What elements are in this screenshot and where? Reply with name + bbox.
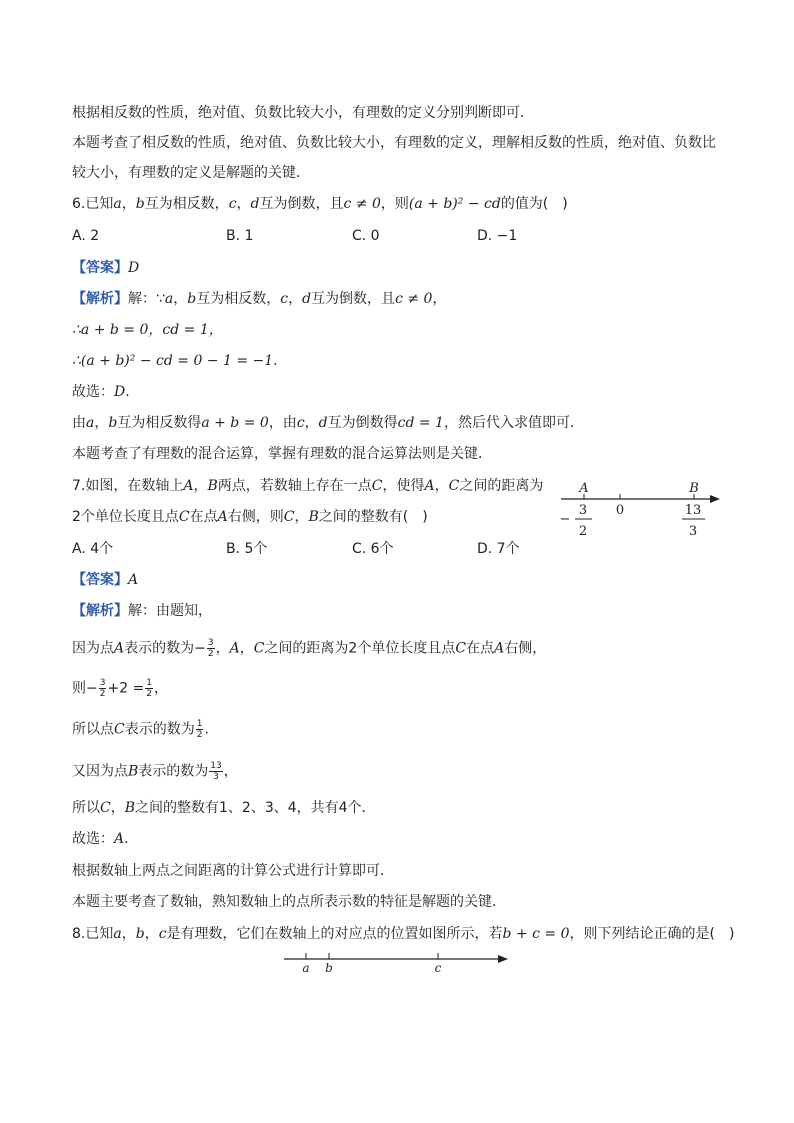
q6-option-a: A. 2 — [72, 228, 100, 244]
label-b-numerator: 13 — [684, 503, 702, 518]
q6-option-d: D. −1 — [477, 228, 518, 244]
q7-analysis-line-6: 所以C，B之间的整数有1、2、3、4，共有4个． — [72, 800, 376, 816]
q7-option-d: D. 7个 — [477, 541, 520, 557]
q7-analysis-line-2: 因为点A表示的数为− $\frac{3}{2}$ ，A，C之间的距离为2个单位长度且点C在点A右侧， — [72, 638, 547, 659]
q5-review-line-2: 较大小，有理数的定义是解题的关键． — [72, 165, 310, 181]
q7-analysis-line-1: 【解析】解：由题知， — [72, 603, 212, 619]
number-line-arrow-icon — [710, 495, 720, 503]
q7-question-line-1: 7.如图，在数轴上A，B两点，若数轴上存在一点C，使得A，C之间的距离为 — [72, 478, 544, 494]
fraction: $\frac{1}{2}$ — [146, 678, 153, 699]
q7-review: 本题主要考查了数轴，熟知数轴上的点所表示数的特征是解题的关键． — [72, 894, 506, 910]
q6-answer: 【答案】D — [72, 260, 140, 276]
q7-analysis-line-4: 所以点C表示的数为 $\frac{1}{2}$ . — [72, 719, 209, 740]
label-a: a — [302, 961, 310, 975]
label-b-denominator: 3 — [688, 524, 698, 539]
fraction: $\frac{13}{3}$ — [210, 761, 222, 782]
q7-answer: 【答案】A — [72, 572, 139, 588]
q6-method: 由a，b互为相反数得a + b = 0，由c，d互为倒数得cd = 1，然后代入求值即可． — [72, 415, 584, 431]
q6-analysis-line-1: 【解析】解：∵a，b互为相反数，c，d互为倒数，且c ≠ 0， — [72, 291, 447, 307]
label-c: c — [434, 961, 442, 975]
label-zero: 0 — [615, 503, 625, 518]
q7-option-b: B. 5个 — [226, 541, 268, 557]
number-line-arrow-icon — [498, 955, 508, 963]
q7-choice: 故选：A． — [72, 831, 139, 847]
q8-question: 8.已知a，b，c是有理数，它们在数轴上的对应点的位置如图所示，若b + c = 0，则下列结论正确的是( ) — [72, 926, 735, 942]
q6-analysis-line-2: ∴a + b = 0，cd = 1， — [72, 322, 223, 338]
q7-analysis-line-3: 则− $\frac{3}{2}$ +2 = $\frac{1}{2}$ ， — [72, 678, 169, 699]
q6-option-b: B. 1 — [226, 228, 254, 244]
q6-option-c: C. 0 — [352, 228, 380, 244]
fraction: $\frac{1}{2}$ — [196, 719, 203, 740]
q6-review: 本题考查了有理数的混合运算，掌握有理数的混合运算法则是关键． — [72, 446, 492, 462]
fraction: $\frac{3}{2}$ — [207, 638, 214, 659]
q7-method: 根据数轴上两点之间距离的计算公式进行计算即可． — [72, 863, 394, 879]
label-b: b — [325, 961, 333, 975]
q7-question-line-2: 2个单位长度且点C在点A右侧，则C，B之间的整数有( ) — [72, 509, 428, 525]
q7-number-line-figure — [555, 474, 730, 544]
q8-number-line-figure — [280, 948, 515, 978]
q6-choice: 故选：D． — [72, 384, 140, 400]
q7-option-a: A. 4个 — [72, 541, 114, 557]
q6-analysis-line-3: ∴(a + b)² − cd = 0 − 1 = −1. — [72, 353, 278, 369]
label-a-denominator: 2 — [578, 524, 588, 539]
q5-summary-line: 根据相反数的性质，绝对值、负数比较大小，有理数的定义分别判断即可． — [72, 105, 534, 121]
q7-option-c: C. 6个 — [352, 541, 394, 557]
label-point-b: B — [689, 481, 699, 496]
q7-analysis-line-5: 又因为点B表示的数为 $\frac{13}{3}$ ， — [72, 761, 238, 782]
q6-question: 6.已知a，b互为相反数，c，d互为倒数，且c ≠ 0，则(a + b)² − cd的值为( ) — [72, 196, 568, 212]
q5-review-line-1: 本题考查了相反数的性质，绝对值、负数比较大小，有理数的定义，理解相反数的性质，绝对值、负数比 — [72, 135, 716, 151]
label-a-minus: − — [559, 512, 571, 527]
fraction: $\frac{3}{2}$ — [99, 678, 106, 699]
label-point-a: A — [579, 481, 589, 496]
label-a-numerator: 3 — [578, 503, 588, 518]
